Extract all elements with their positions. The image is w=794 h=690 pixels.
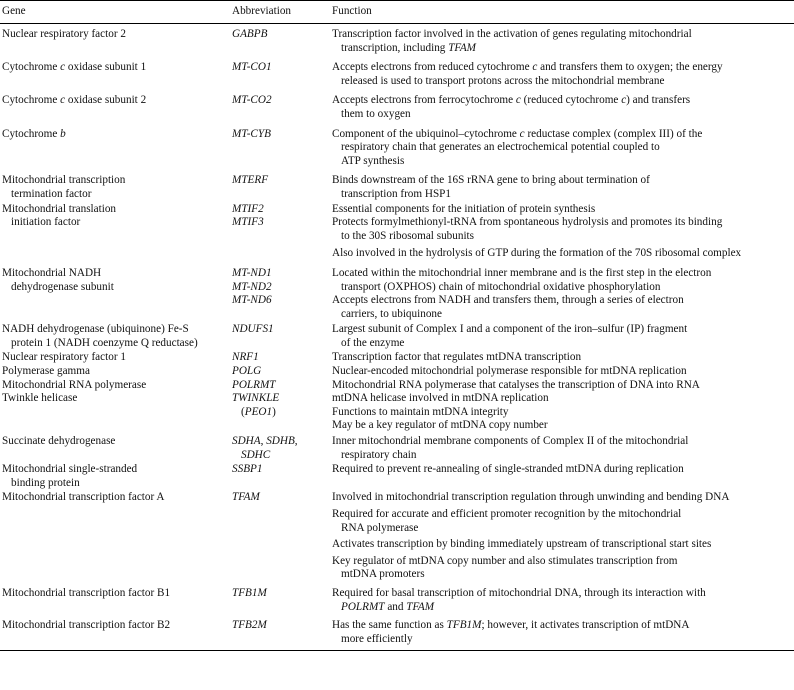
gene-cell: NADH dehydrogenase (ubiquinone) Fe-S protein 1 (NADH coenzyme Q reductase) — [2, 323, 198, 349]
table-row — [0, 267, 794, 321]
gene-cell: Mitochondrial transcription factor B2 — [2, 619, 171, 632]
function-cell: Inner mitochondrial membrane components of Complex II of the mitochondrial respiratory chain — [332, 435, 689, 461]
gene-cell: Cytochrome c oxidase subunit 2 — [2, 94, 147, 107]
function-cell: Nuclear-encoded mitochondrial polymerase responsible for mtDNA replication — [332, 365, 687, 378]
abbreviation-cell: MT-ND1 MT-ND2 MT-ND6 — [232, 266, 272, 307]
function-cell: Transcription factor that regulates mtDNA transcription — [332, 351, 582, 364]
function-cell: Component of the ubiquinol–cytochrome c reductase complex (complex III) of the respiratory chain that generates an electrochemical potential coupled to ATP synthesis — [332, 127, 703, 167]
header-function: Function — [332, 5, 372, 18]
abbreviation-cell: TFAM — [232, 491, 260, 504]
table-row — [0, 392, 794, 433]
abbreviation-cell: GABPB — [232, 28, 268, 40]
table-row — [0, 203, 794, 261]
function-cell: Largest subunit of Complex I and a component of the iron–sulfur (IP) fragment of the enzyme — [332, 323, 688, 349]
bottom-rule — [0, 650, 794, 651]
gene-cell: Mitochondrial transcription factor A — [2, 491, 165, 504]
table-row — [0, 619, 794, 646]
gene-cell: Mitochondrial transcription factor B1 — [2, 586, 171, 599]
table-row — [0, 491, 794, 582]
table-row — [0, 379, 794, 393]
gene-cell: Mitochondrial RNA polymerase — [2, 378, 147, 391]
table-row — [0, 28, 794, 55]
function-cell: Transcription factor involved in the activation of genes regulating mitochondrial transcription, including TFAM — [332, 28, 692, 54]
header-abbreviation: Abbreviation — [232, 5, 292, 18]
table-row — [0, 128, 794, 169]
abbreviation-cell: POLG — [232, 365, 262, 378]
function-cell: Mitochondrial RNA polymerase that catalyses the transcription of DNA into RNA — [332, 378, 700, 391]
abbreviation-cell: TWINKLE (PEO1) — [232, 392, 280, 418]
abbreviation-cell: SSBP1 — [232, 463, 263, 476]
table-row — [0, 61, 794, 88]
gene-cell: Mitochondrial transcription termination factor — [2, 174, 126, 200]
gene-cell: Polymerase gamma — [2, 365, 90, 378]
function-cell: Has the same function as TFB1M; however, it activates transcription of mtDNA more efficiently — [332, 619, 690, 645]
gene-cell: Twinkle helicase — [2, 392, 78, 405]
table-header — [0, 1, 794, 23]
table-row — [0, 435, 794, 462]
abbreviation-cell: TFB1M — [232, 586, 267, 599]
function-cell: Required for basal transcription of mitochondrial DNA, through its interaction with POLRMT and TFAM — [332, 586, 706, 613]
table-row — [0, 323, 794, 350]
table-row — [0, 365, 794, 379]
gene-cell: Mitochondrial translation initiation factor — [2, 202, 117, 229]
table-row — [0, 587, 794, 614]
table-row — [0, 174, 794, 201]
function-cell: Accepts electrons from reduced cytochrome c and transfers them to oxygen; the energy released is used to transport protons across the mitochondrial membrane — [332, 61, 723, 87]
gene-cell: Succinate dehydrogenase — [2, 435, 116, 448]
abbreviation-cell: TFB2M — [232, 619, 267, 632]
function-cell: Essential components for the initiation of protein synthesis Protects formylmethionyl-tRNA from spontaneous hydrolysis and promotes its binding to the 30S ribosomal subunits Also involved in the hydrolysis of GTP during the formation of the 70S ribosomal complex — [332, 202, 742, 260]
table-row — [0, 351, 794, 365]
abbreviation-cell: MT-CO1 — [232, 61, 272, 74]
gene-cell: Nuclear respiratory factor 2 — [2, 28, 126, 40]
function-cell: Binds downstream of the 16S rRNA gene to bring about termination of transcription from HSP1 — [332, 174, 650, 200]
table-row — [0, 463, 794, 490]
function-cell: Located within the mitochondrial inner membrane and is the first step in the electron transport (OXPHOS) chain of mitochondrial oxidative phosphorylation Accepts electrons from NADH and transfers them, through a series of electron carriers, to ubiquinone — [332, 266, 712, 320]
abbreviation-cell: NDUFS1 — [232, 323, 274, 336]
abbreviation-cell: MTIF2 MTIF3 — [232, 202, 264, 229]
gene-cell: Cytochrome b — [2, 127, 66, 140]
abbreviation-cell: POLRMT — [232, 378, 276, 391]
gene-cell: Cytochrome c oxidase subunit 1 — [2, 61, 147, 74]
abbreviation-cell: MT-CYB — [232, 127, 271, 140]
header-gene: Gene — [2, 5, 26, 18]
abbreviation-cell: MTERF — [232, 174, 269, 187]
function-cell: Involved in mitochondrial transcription regulation through unwinding and bending DNA Required for accurate and efficient promoter recognition by the mitochondrial RNA polymerase Activates transcription by binding immediately upstream of transcriptional start sites Key regulator of mtDNA copy number and also stimulates transcription from mtDNA promoters — [332, 491, 730, 581]
gene-cell: Mitochondrial single-stranded binding protein — [2, 463, 138, 489]
abbreviation-cell: NRF1 — [232, 351, 259, 364]
function-cell: Required to prevent re-annealing of single-stranded mtDNA during replication — [332, 463, 684, 476]
gene-cell: Nuclear respiratory factor 1 — [2, 351, 126, 364]
function-cell: mtDNA helicase involved in mtDNA replication Functions to maintain mtDNA integrity May be a key regulator of mtDNA copy number — [332, 392, 549, 432]
gene-cell: Mitochondrial NADH dehydrogenase subunit — [2, 266, 114, 293]
abbreviation-cell: MT-CO2 — [232, 94, 272, 107]
function-cell: Accepts electrons from ferrocytochrome c (reduced cytochrome c) and transfers them to oxygen — [332, 94, 691, 120]
table-row — [0, 94, 794, 121]
abbreviation-cell: SDHA, SDHB, SDHC — [232, 435, 298, 461]
